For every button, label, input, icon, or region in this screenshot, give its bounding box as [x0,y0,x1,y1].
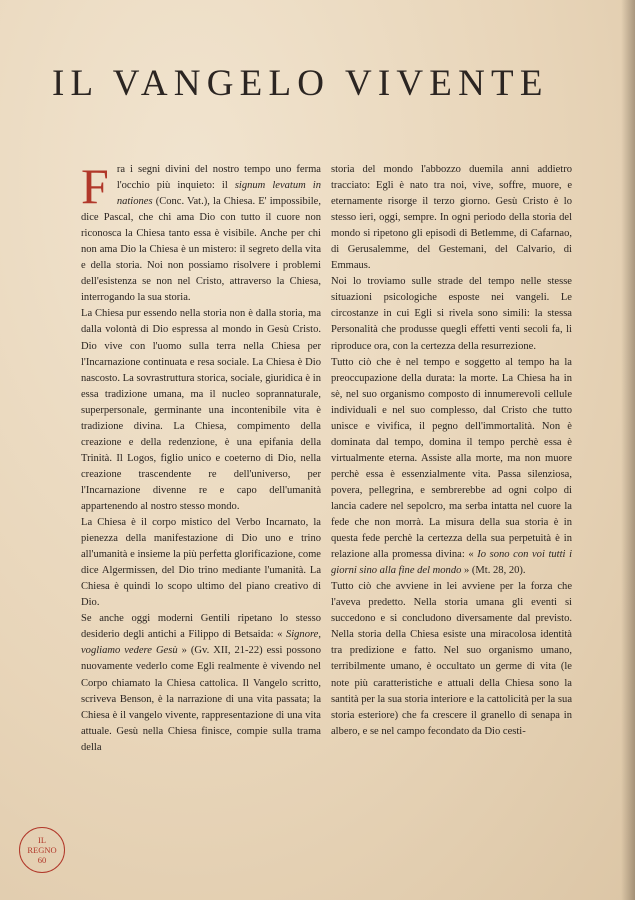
paragraph-6: Noi lo troviamo sulle strade del tempo nelle stesse situazioni psicologiche esposte nei vangeli. Le circostanze in cui Egli si rivela sono simili: la stessa Personalità che produsse quegli effetti venti secoli fa, li riproduce ora, con la certezza della resurrezione. [331,276,572,352]
scripture-quote: Io sono con voi tutti i giorni sino alla fine del mondo [331,549,573,577]
paragraph-5: storia del mondo l'abbozzo duemila anni addietro tracciato: Egli è nato tra noi, vive, soffre, muore, e eternamente risorge il terzo giorno. Gesù Cristo è lo stesso ieri, oggi, sempre. In ogni periodo della storia del mondo si ripetono gli episodi di Betlemme, di Cafarnao, di Gerusalemme, del Gestemani, del Calvario, di Emmaus. [331,164,572,272]
page-title: IL VANGELO VIVENTE [52,63,549,104]
seal-line-1: IL [37,835,47,845]
drop-cap: F [81,158,109,214]
paragraph-1: Fra i segni divini del nostro tempo uno ferma l'occhio più inquieto: il signum levatum in nationes (Conc. Vat.), la Chiesa. E' impossibile, dice Pascal, che chi ama Dio con tutto il cuore non riconosca la Chiesa tanto essa è visibile. Anche per chi non ama Dio la Chiesa è un mistero: il segreto della vita e della storia. Noi non possiamo risolvere i problemi dell'esistenza se non nel Cristo, attraverso la Chiesa, interrogando la sua storia. [81,158,322,304]
latin-quote: signum levatum in nationes [116,180,322,208]
paragraph-3: La Chiesa è il corpo mistico del Verbo Incarnato, la pienezza della manifestazione di Dio uno e trino all'umanità e insieme la più perfetta glorificazione, come dice Algermissen, del Dio trino mediante l'umanità. La Chiesa è quindi lo scopo ultimo del piano creativo di Dio. [81,517,321,609]
paragraph-4: Se anche oggi moderni Gentili ripetano lo stesso desiderio degli antichi a Filippo di Betsaida: « Signore, vogliamo vedere Gesù » (Gv. XII, 21-22) essi possono nuovamente vederlo come Egli realmente è vivendo nel Corpo chiamato la Chiesa cattolica. Il Vangelo scritto, scriveva Benson, è la narrazione di una vita passata; la Chiesa è il vangelo vivente, rappresentazione di una vita attuale. Gesù nella Chiesa finisce, compie sulla trama della [81,613,321,753]
paragraph-7: Tutto ciò che è nel tempo e soggetto al tempo ha la preoccupazione della durata: la morte. La Chiesa ha in sè, nel suo organismo composto di innumerevoli cellule individuali e nel suo complesso, dal Cristo che tutto unisce e vivifica, il pegno dell'immortalità. Non è dominata dal tempo, domina il tempo perchè essa è virtualmente eterna. Assiste alla morte, ma non muore perchè essa è essenzialmente vita. Passa silenziosa, povera, pellegrina, e sembrerebbe ad ogni colpo di lancia cadere nel sepolcro, ma serba intatta nel cuore la fede che non morrà. La misura della sua storia è in questa fede perchè la certezza della sua perpetuità è in relazione alla promessa divina: « Io sono con voi tutti i giorni sino alla fine del mondo » (Mt. 28, 20). [331,356,573,577]
il-regno-seal [19,827,65,873]
seal-line-3: 60 [37,855,47,865]
right-column [331,162,572,740]
paragraph-2: La Chiesa pur essendo nella storia non è dalla storia, ma dalla volontà di Dio espressa al mondo in Gesù Cristo. Dio vive con l'uomo sulla terra nella Chiesa per l'Incarnazione continuata e resa sociale. La Chiesa è Dio nascosto. La sovrastruttura storica, sociale, giuridica è in essa tradizione umana, ma il nucleo soprannaturale, superpersonale, germinante una incontenibile vita è tradizione divina. La Chiesa, compimento della creazione e della redenzione, è una epifania della Trinità. Il Logos, figlio unico e coeterno di Dio, nella creazione trascendente re dell'universo, per l'Incarnazione divenne re e capo dell'umanità appartenendo al nostro stesso mondo. [81,308,321,512]
page-edge-shadow [621,0,635,900]
left-column [81,158,322,756]
gospel-quote: Signore, vogliamo vedere Gesù [81,629,321,657]
paragraph-8: Tutto ciò che avviene in lei avviene per la forza che l'aveva predetto. Nella storia umana gli eventi si succedono e si concludono diversamente dal previsto. Nella storia della Chiesa esiste una miracolosa identità tra predizione e fatto. Nel suo organismo umano, terribilmente umano, è occultato un germe di vita (le note più caratteristiche e attuali della Chiesa sono la santità per la sua storia interiore e la cattolicità per la sua storia esteriore) che fa crescere il granello di senapa in albero, e se nel campo fecondato da Dio cesti- [331,581,572,737]
seal-line-2: REGNO [27,845,57,855]
